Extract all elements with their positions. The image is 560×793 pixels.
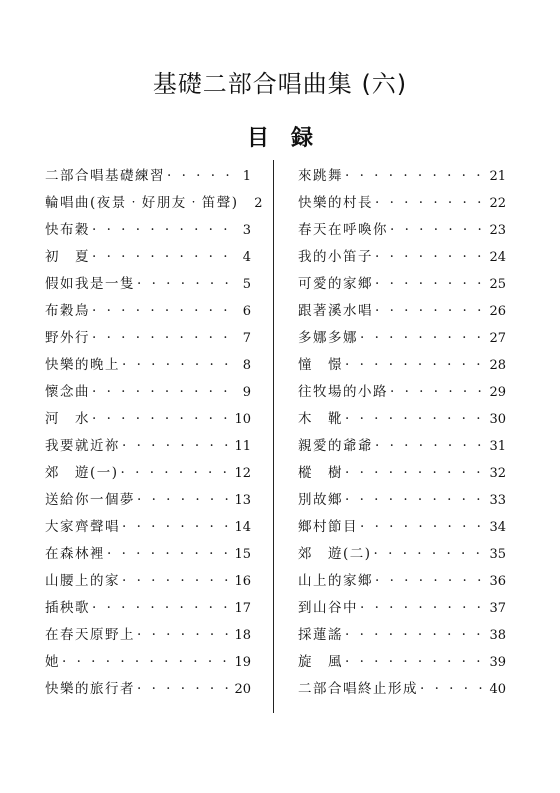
toc-entry[interactable] — [298, 595, 506, 622]
toc-entry-page-number: 31 — [489, 439, 506, 454]
toc-entry[interactable] — [298, 217, 506, 244]
toc-entry-title: 山腰上的家 — [45, 573, 120, 589]
toc-entry-page-number: 35 — [489, 547, 506, 562]
toc-entry[interactable] — [45, 433, 251, 460]
toc-entry-page-number: 40 — [489, 682, 506, 697]
toc-entry-page-number: 10 — [234, 412, 251, 427]
toc-entry-page-number: 33 — [489, 493, 506, 508]
toc-entry-title: 初 夏 — [45, 249, 90, 265]
toc-entry-title: 親愛的爺爺 — [298, 438, 373, 454]
toc-entry-title: 郊 遊(一) — [45, 465, 119, 481]
toc-entry-title: 我的小笛子 — [298, 249, 373, 265]
toc-entry-page-number: 11 — [234, 439, 251, 454]
toc-entry-page-number: 23 — [489, 223, 506, 238]
toc-entry-page-number: 30 — [489, 412, 506, 427]
toc-entry-page-number: 15 — [234, 547, 251, 562]
toc-entry-page-number: 26 — [489, 304, 506, 319]
toc-entry[interactable] — [298, 352, 506, 379]
toc-entry-page-number: 12 — [234, 466, 251, 481]
dot-leader — [62, 649, 229, 676]
toc-entry-title: 送給你一個夢 — [45, 492, 135, 508]
dot-leader — [137, 271, 229, 298]
book-title: 基礎二部合唱曲集 (六) — [152, 70, 408, 98]
toc-entry[interactable] — [45, 163, 251, 190]
table-of-contents-heading: 目録 — [246, 125, 335, 151]
toc-entry-page-number: 8 — [242, 358, 251, 373]
toc-entry-page-number: 27 — [489, 331, 506, 346]
toc-entry-title: 樅 樹 — [298, 465, 343, 481]
toc-entry-title: 快樂的村長 — [298, 195, 373, 211]
toc-entry[interactable] — [45, 649, 251, 676]
toc-entry-title: 可愛的家鄉 — [298, 276, 373, 292]
dot-leader — [375, 271, 484, 298]
dot-leader — [375, 244, 484, 271]
dot-leader — [390, 379, 484, 406]
dot-leader — [121, 460, 229, 487]
toc-left-column — [45, 163, 263, 703]
toc-entry-title: 多娜多娜 — [298, 330, 358, 346]
toc-entry-page-number: 32 — [489, 466, 506, 481]
dot-leader — [345, 163, 484, 190]
dot-leader — [360, 595, 484, 622]
dot-leader — [122, 352, 229, 379]
toc-entry[interactable] — [45, 190, 263, 217]
toc-entry[interactable] — [298, 298, 506, 325]
toc-entry-title: 採蓮謠 — [298, 627, 343, 643]
toc-entry-title: 河 水 — [45, 411, 90, 427]
toc-entry[interactable] — [45, 514, 251, 541]
toc-entry[interactable] — [45, 676, 251, 703]
dot-leader — [374, 541, 484, 568]
dot-leader — [345, 487, 484, 514]
dot-leader — [92, 325, 229, 352]
toc-entry[interactable] — [298, 406, 506, 433]
toc-entry[interactable] — [298, 163, 506, 190]
toc-entry-title: 快布穀 — [45, 222, 90, 238]
toc-entry-title: 懷念曲 — [45, 384, 90, 400]
toc-entry-title: 布穀鳥 — [45, 303, 90, 319]
dot-leader — [122, 568, 229, 595]
dot-leader — [137, 622, 229, 649]
toc-entry-page-number: 7 — [242, 331, 251, 346]
toc-entry[interactable] — [298, 622, 506, 649]
toc-entry[interactable] — [45, 568, 251, 595]
toc-entry-page-number: 22 — [489, 196, 506, 211]
toc-entry[interactable] — [298, 190, 506, 217]
toc-entry-title: 憧 憬 — [298, 357, 343, 373]
toc-entry-title: 木 靴 — [298, 411, 343, 427]
toc-entry[interactable] — [45, 541, 251, 568]
toc-entry[interactable] — [45, 595, 251, 622]
toc-entry[interactable] — [45, 406, 251, 433]
dot-leader — [420, 676, 484, 703]
toc-entry-page-number: 2 — [254, 196, 263, 211]
toc-entry-title: 在春天原野上 — [45, 627, 135, 643]
toc-entry-page-number: 36 — [489, 574, 506, 589]
toc-entry-page-number: 38 — [489, 628, 506, 643]
dot-leader — [137, 487, 229, 514]
dot-leader — [345, 460, 484, 487]
dot-leader — [167, 163, 229, 190]
toc-entry-page-number: 19 — [234, 655, 251, 670]
dot-leader — [390, 217, 484, 244]
toc-entry-page-number: 24 — [489, 250, 506, 265]
toc-entry-title: 野外行 — [45, 330, 90, 346]
toc-entry[interactable] — [45, 271, 251, 298]
toc-entry[interactable] — [45, 217, 251, 244]
toc-entry-title: 二部合唱終止形成 — [298, 681, 418, 697]
dot-leader — [92, 244, 229, 271]
toc-entry-page-number: 17 — [234, 601, 251, 616]
dot-leader — [92, 595, 229, 622]
toc-entry[interactable] — [298, 514, 506, 541]
toc-entry-title: 別故鄉 — [298, 492, 343, 508]
toc-entry-page-number: 37 — [489, 601, 506, 616]
toc-entry-title: 往牧場的小路 — [298, 384, 388, 400]
dot-leader — [122, 514, 229, 541]
toc-entry-page-number: 34 — [489, 520, 506, 535]
toc-entry-title: 我要就近祢 — [45, 438, 120, 454]
toc-entry-page-number: 1 — [242, 169, 251, 184]
toc-entry-title: 山上的家鄉 — [298, 573, 373, 589]
dot-leader — [360, 514, 484, 541]
dot-leader — [375, 190, 484, 217]
dot-leader — [360, 325, 484, 352]
toc-entry[interactable] — [45, 325, 251, 352]
toc-entry-page-number: 29 — [489, 385, 506, 400]
dot-leader — [345, 622, 484, 649]
dot-leader — [92, 217, 229, 244]
toc-entry[interactable] — [45, 622, 251, 649]
dot-leader — [345, 649, 484, 676]
dot-leader — [92, 298, 229, 325]
toc-entry-page-number: 4 — [242, 250, 251, 265]
toc-entry-page-number: 9 — [242, 385, 251, 400]
toc-entry-title: 春天在呼喚你 — [298, 222, 388, 238]
dot-leader — [122, 433, 229, 460]
toc-entry[interactable] — [45, 352, 251, 379]
toc-entry-title: 快樂的旅行者 — [45, 681, 135, 697]
toc-entry-title: 她 — [45, 654, 60, 670]
toc-entry[interactable] — [298, 649, 506, 676]
toc-right-column — [298, 163, 506, 703]
toc-entry[interactable] — [298, 325, 506, 352]
dot-leader — [375, 298, 484, 325]
toc-entry-page-number: 13 — [234, 493, 251, 508]
toc-entry-title: 跟著溪水唱 — [298, 303, 373, 319]
toc-entry-title: 插秧歌 — [45, 600, 90, 616]
toc-entry-page-number: 5 — [242, 277, 251, 292]
toc-entry-page-number: 28 — [489, 358, 506, 373]
toc-entry[interactable] — [45, 460, 251, 487]
dot-leader — [107, 541, 229, 568]
toc-entry[interactable] — [45, 298, 251, 325]
toc-entry-title: 到山谷中 — [298, 600, 358, 616]
toc-entry-title: 快樂的晚上 — [45, 357, 120, 373]
toc-entry[interactable] — [298, 271, 506, 298]
toc-entry-title: 二部合唱基礎練習 — [45, 168, 165, 184]
toc-entry-title: 鄉村節目 — [298, 519, 358, 535]
dot-leader — [92, 406, 229, 433]
toc-entry-page-number: 21 — [489, 169, 506, 184]
dot-leader — [345, 352, 484, 379]
toc-entry[interactable] — [298, 244, 506, 271]
toc-entry-title: 來跳舞 — [298, 168, 343, 184]
toc-entry-title: 郊 遊(二) — [298, 546, 372, 562]
toc-entry-title: 旋 風 — [298, 654, 343, 670]
toc-entry[interactable] — [298, 433, 506, 460]
toc-entry[interactable] — [298, 487, 506, 514]
toc-entry[interactable] — [298, 460, 506, 487]
toc-entry-title: 假如我是一隻 — [45, 276, 135, 292]
dot-leader — [92, 379, 229, 406]
toc-entry-page-number: 6 — [242, 304, 251, 319]
toc-entry[interactable] — [298, 676, 506, 703]
toc-entry-page-number: 39 — [489, 655, 506, 670]
toc-entry[interactable] — [298, 568, 506, 595]
toc-entry-page-number: 20 — [234, 682, 251, 697]
dot-leader — [137, 676, 229, 703]
toc-entry[interactable] — [298, 541, 506, 568]
toc-entry-page-number: 3 — [242, 223, 251, 238]
toc-entry-title: 大家齊聲唱 — [45, 519, 120, 535]
toc-entry[interactable] — [45, 487, 251, 514]
toc-entry[interactable] — [45, 379, 251, 406]
toc-entry-title: 在森林裡 — [45, 546, 105, 562]
toc-entry[interactable] — [45, 244, 251, 271]
dot-leader — [375, 568, 484, 595]
toc-entry-page-number: 25 — [489, 277, 506, 292]
dot-leader — [375, 433, 484, 460]
toc-entry-page-number: 16 — [234, 574, 251, 589]
toc-entry-page-number: 14 — [234, 520, 251, 535]
dot-leader — [345, 406, 484, 433]
toc-entry[interactable] — [298, 379, 506, 406]
toc-entry-title: 輪唱曲(夜景‧好朋友‧笛聲) — [45, 195, 239, 211]
column-divider — [273, 160, 274, 713]
toc-entry-page-number: 18 — [234, 628, 251, 643]
